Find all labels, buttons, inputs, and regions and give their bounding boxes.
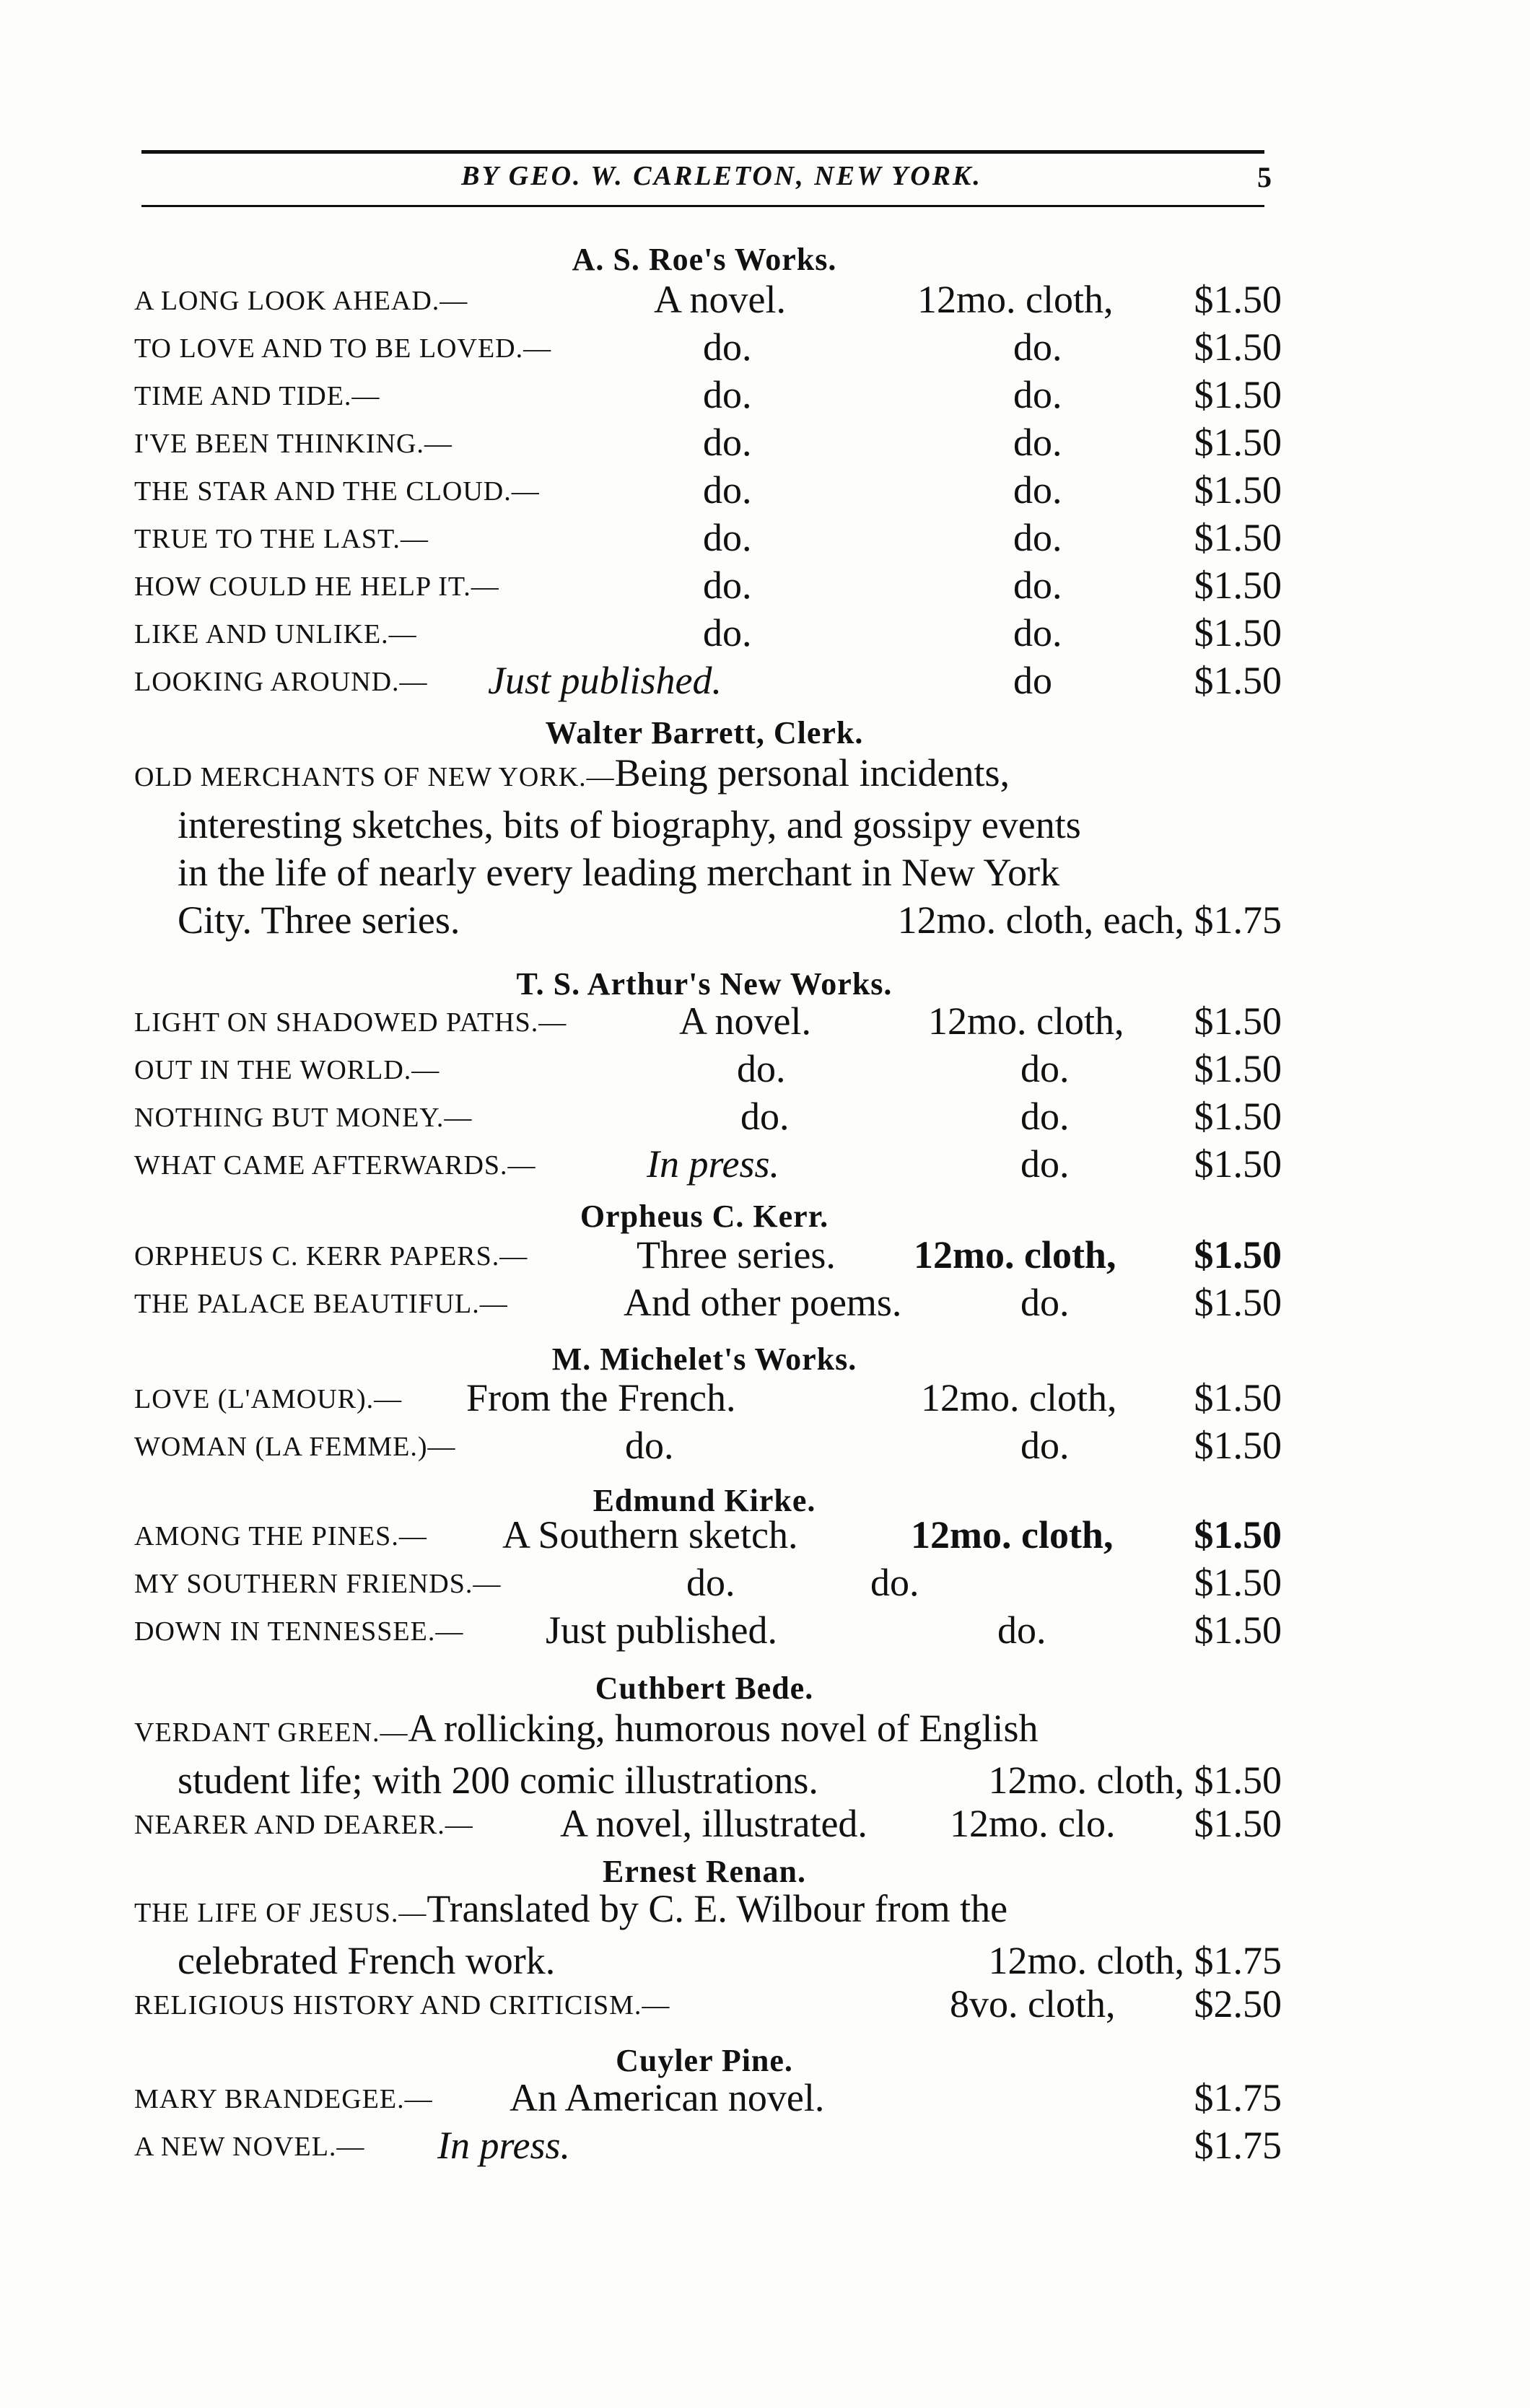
entry-format: do.: [1013, 468, 1062, 512]
entry-format: 12mo. cloth,: [988, 1939, 1184, 1982]
entry-title: I'VE BEEN THINKING.—: [134, 429, 453, 459]
entry-format: do.: [997, 1608, 1046, 1652]
entry-title: VERDANT GREEN.—: [134, 1717, 408, 1748]
entry-title: THE PALACE BEAUTIFUL.—: [134, 1289, 508, 1319]
entry-price: $1.50: [1194, 1047, 1282, 1090]
entry-title: THE STAR AND THE CLOUD.—: [134, 476, 540, 507]
entry-desc: do.: [737, 1047, 786, 1090]
entry-title: A LONG LOOK AHEAD.—: [134, 286, 468, 316]
list-item: [127, 2126, 1282, 2173]
entry-desc: Just published.: [546, 1608, 778, 1652]
entry-title: MARY BRANDEGEE.—: [134, 2084, 433, 2114]
entry-format: do.: [1013, 564, 1062, 607]
entry-desc: In press.: [437, 2124, 570, 2167]
entry-format: do.: [1020, 1142, 1070, 1186]
entry-title: WOMAN (LA FEMME.)—: [134, 1432, 456, 1462]
entry-desc: Three series.: [637, 1233, 836, 1277]
entry-title: LIGHT ON SHADOWED PATHS.—: [134, 1007, 567, 1038]
entry-format: 12mo. clo.: [950, 1802, 1116, 1845]
entry-desc: A novel.: [679, 999, 811, 1043]
list-item: [127, 661, 1282, 709]
page-number: 5: [1257, 161, 1272, 193]
entry-title: AMONG THE PINES.—: [134, 1521, 427, 1551]
entry-title: HOW COULD HE HELP IT.—: [134, 572, 499, 602]
entry-format: 8vo. cloth,: [950, 1982, 1116, 2026]
entry-format: do.: [1013, 373, 1062, 416]
entry-title: TRUE TO THE LAST.—: [134, 524, 429, 554]
entry-price: $1.50: [1194, 1759, 1282, 1802]
list-item: [127, 325, 1282, 375]
entry-desc: do.: [703, 516, 752, 559]
entry-format: 12mo. cloth,: [988, 1759, 1184, 1802]
list-item: [127, 2078, 1282, 2126]
entry-format: do.: [870, 1561, 919, 1604]
running-head: BY GEO. W. CARLETON, NEW YORK.: [461, 161, 982, 191]
entry-price: $1.50: [1194, 1513, 1282, 1557]
entry-price: $1.75: [1194, 898, 1282, 942]
entry-desc-line: interesting sketches, bits of biography, and gossipy events: [178, 803, 1081, 846]
entry-desc-line: student life; with 200 comic illustrations.: [178, 1759, 818, 1802]
entry-title: TO LOVE AND TO BE LOVED.—: [134, 333, 552, 364]
entry-price: $1.50: [1194, 1561, 1282, 1604]
entry-title: RELIGIOUS HISTORY AND CRITICISM.—: [134, 1990, 670, 2020]
list-item: [127, 375, 1282, 423]
entry-title: OLD MERCHANTS OF NEW YORK.—: [134, 762, 615, 792]
list-item: [127, 470, 1282, 518]
entry-format: do.: [1013, 516, 1062, 559]
entry-price: $2.50: [1194, 1982, 1282, 2026]
list-item: [127, 1144, 1282, 1192]
list-item: [127, 1804, 1282, 1852]
entry-price: $1.50: [1194, 1424, 1282, 1467]
entry-price: $1.50: [1194, 1281, 1282, 1324]
list-item: [127, 1283, 1282, 1331]
entry-format: do.: [1020, 1281, 1070, 1324]
entry-price: $1.50: [1194, 421, 1282, 464]
list-item: [127, 1426, 1282, 1474]
entry-desc: do.: [703, 611, 752, 654]
entry-price: $1.50: [1194, 468, 1282, 512]
entry-desc: An American novel.: [510, 2076, 825, 2119]
section-heading-roe: A. S. Roe's Works.: [572, 242, 837, 277]
entry-desc-line: celebrated French work.: [178, 1939, 556, 1982]
entry-desc: do.: [625, 1424, 674, 1467]
list-item: [127, 280, 1282, 328]
list-item: [127, 749, 1282, 944]
entry-price: $1.50: [1194, 325, 1282, 369]
entry-price: $1.50: [1194, 659, 1282, 702]
entry-desc: do.: [686, 1561, 735, 1604]
entry-format: 12mo. cloth,: [921, 1376, 1117, 1419]
entry-desc: Being personal incidents,: [614, 751, 1010, 794]
entry-desc: Translated by C. E. Wilbour from the: [427, 1887, 1008, 1930]
entry-price: $1.75: [1194, 2076, 1282, 2119]
list-item: [127, 1235, 1282, 1283]
entry-title: WHAT CAME AFTERWARDS.—: [134, 1150, 536, 1181]
entry-price: $1.50: [1194, 1802, 1282, 1845]
entry-desc-line: City. Three series.: [178, 898, 460, 942]
list-item: [127, 423, 1282, 470]
section-heading-kerr: Orpheus C. Kerr.: [580, 1199, 829, 1234]
header-rule-top: [141, 150, 1264, 154]
entry-price: $1.50: [1194, 999, 1282, 1043]
list-item: [127, 1608, 1282, 1658]
list-item: [127, 518, 1282, 566]
list-item: [127, 1097, 1282, 1144]
entry-desc: In press.: [647, 1142, 779, 1186]
list-item: [127, 1378, 1282, 1426]
section-heading-renan: Ernest Renan.: [603, 1854, 806, 1889]
entry-title: OUT IN THE WORLD.—: [134, 1055, 440, 1085]
entry-price: $1.75: [1194, 2124, 1282, 2167]
entry-price: $1.50: [1194, 1376, 1282, 1419]
entry-desc: do.: [740, 1095, 790, 1138]
entry-price: $1.75: [1194, 1939, 1282, 1982]
entry-desc: do.: [703, 325, 752, 369]
entry-title: A NEW NOVEL.—: [134, 2132, 365, 2162]
entry-title: THE LIFE OF JESUS.—: [134, 1898, 427, 1928]
entry-format: 12mo. cloth,: [911, 1513, 1114, 1557]
entry-format: do.: [1013, 325, 1062, 369]
entry-format: do.: [1020, 1047, 1070, 1090]
entry-title: LOOKING AROUND.—: [134, 667, 428, 697]
entry-title: LIKE AND UNLIKE.—: [134, 619, 417, 649]
entry-desc-line: in the life of nearly every leading merchant in New York: [178, 851, 1060, 894]
entry-format: do.: [1013, 611, 1062, 654]
entry-desc: Just published.: [488, 659, 722, 702]
entry-price: $1.50: [1194, 1142, 1282, 1186]
header-rule-bottom: [141, 205, 1264, 207]
entry-desc: do.: [703, 373, 752, 416]
entry-price: $1.50: [1194, 1608, 1282, 1652]
entry-title: TIME AND TIDE.—: [134, 381, 380, 411]
section-heading-michelet: M. Michelet's Works.: [551, 1341, 857, 1377]
entry-desc: do.: [703, 421, 752, 464]
entry-price: $1.50: [1194, 516, 1282, 559]
list-item: [127, 999, 1282, 1049]
entry-title: NOTHING BUT MONEY.—: [134, 1103, 473, 1133]
entry-price: $1.50: [1194, 278, 1282, 321]
list-item: [127, 1563, 1282, 1611]
entry-desc: A rollicking, humorous novel of English: [408, 1707, 1039, 1750]
entry-format: 12mo. cloth,: [914, 1233, 1116, 1277]
entry-format: do.: [1020, 1424, 1070, 1467]
entry-format: do.: [1020, 1095, 1070, 1138]
list-item: [127, 566, 1282, 613]
entry-format: 12mo. cloth,: [917, 278, 1114, 321]
entry-desc: do.: [703, 468, 752, 512]
entry-format: do: [1013, 659, 1052, 702]
entry-price: $1.50: [1194, 1095, 1282, 1138]
list-item: [127, 613, 1282, 661]
entry-desc: And other poems.: [624, 1281, 902, 1324]
entry-price: $1.50: [1194, 611, 1282, 654]
entry-title: ORPHEUS C. KERR PAPERS.—: [134, 1241, 528, 1271]
section-heading-bede: Cuthbert Bede.: [595, 1671, 814, 1706]
entry-desc: A Southern sketch.: [502, 1513, 798, 1557]
entry-desc: A novel.: [654, 278, 786, 321]
list-item: [127, 1515, 1282, 1563]
list-item: [127, 1885, 1282, 1984]
entry-desc: A novel, illustrated.: [560, 1802, 867, 1845]
list-item: [127, 1984, 1282, 2032]
entry-format: 12mo. cloth,: [928, 999, 1124, 1043]
section-heading-pine: Cuyler Pine.: [616, 2043, 793, 2078]
entry-price: $1.50: [1194, 1233, 1282, 1277]
section-heading-arthur: T. S. Arthur's New Works.: [516, 966, 893, 1002]
entry-price: $1.50: [1194, 373, 1282, 416]
entry-title: NEARER AND DEARER.—: [134, 1810, 473, 1840]
entry-desc: do.: [703, 564, 752, 607]
section-heading-barrett: Walter Barrett, Clerk.: [545, 715, 864, 750]
entry-format: 12mo. cloth, each,: [897, 898, 1184, 942]
entry-price: $1.50: [1194, 564, 1282, 607]
entry-title: LOVE (L'AMOUR).—: [134, 1384, 403, 1414]
entry-desc: From the French.: [466, 1376, 736, 1419]
list-item: [127, 1704, 1282, 1804]
entry-title: DOWN IN TENNESSEE.—: [134, 1616, 464, 1647]
entry-format: do.: [1013, 421, 1062, 464]
section-heading-kirke: Edmund Kirke.: [593, 1483, 816, 1518]
list-item: [127, 1049, 1282, 1097]
entry-title: MY SOUTHERN FRIENDS.—: [134, 1569, 502, 1599]
